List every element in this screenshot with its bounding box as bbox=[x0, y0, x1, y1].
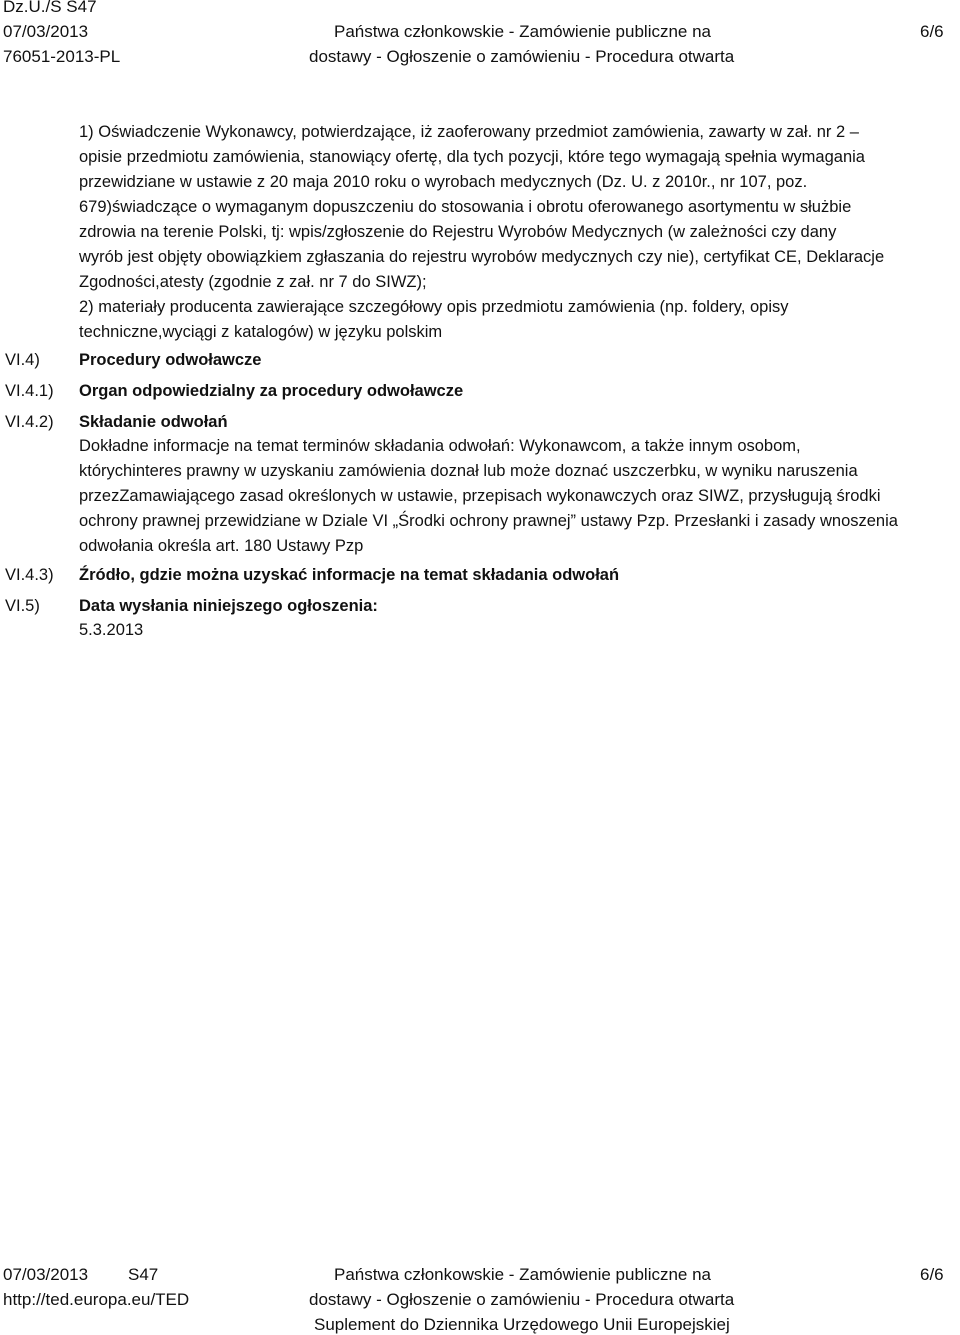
section-number-vi43: VI.4.3) bbox=[5, 566, 54, 584]
body-line: 1) Oświadczenie Wykonawcy, potwierdzające, iż zaoferowany przedmiot zamówienia, zawarty w zał. nr 2 – bbox=[79, 123, 859, 141]
section-text-line: ochrony prawnej przewidziane w Dziale VI „Środki ochrony prawnej” ustawy Pzp. Przesłanki i zasady wnoszenia bbox=[79, 512, 898, 530]
header-date: 07/03/2013 bbox=[3, 22, 89, 41]
footer-url-link[interactable]: http://ted.europa.eu/TED bbox=[3, 1290, 190, 1309]
header-title-line-1: Państwa członkowskie - Zamówienie publiczne na bbox=[334, 22, 712, 41]
footer-issue: S47 bbox=[128, 1265, 159, 1284]
body-line: Zgodności,atesty (zgodnie z zał. nr 7 do SIWZ); bbox=[79, 273, 427, 291]
section-text-line: Dokładne informacje na temat terminów składania odwołań: Wykonawcom, a także innym osobom, bbox=[79, 437, 801, 455]
footer-title-line-2: dostawy - Ogłoszenie o zamówieniu - Procedura otwarta bbox=[309, 1290, 735, 1309]
header-title-line-2: dostawy - Ogłoszenie o zamówieniu - Procedura otwarta bbox=[309, 47, 735, 66]
section-title-skladanie-odwolan: Składanie odwołań bbox=[79, 413, 228, 431]
header-page-number: 6/6 bbox=[920, 22, 944, 41]
body-line: wyrób jest objęty obowiązkiem zgłaszania do rejestru wyrobów medycznych czy nie), certyfikat CE, Deklaracje bbox=[79, 248, 885, 266]
journal-reference: Dz.U./S S47 bbox=[3, 0, 97, 16]
section-number-vi41: VI.4.1) bbox=[5, 382, 54, 400]
section-text-line: którychinteres prawny w uzyskaniu zamówienia doznał lub może doznać uszczerbku, w wyniku naruszenia bbox=[79, 462, 858, 480]
section-text-line: odwołania określa art. 180 Ustawy Pzp bbox=[79, 537, 364, 555]
body-line: opisie przedmiotu zamówienia, stanowiący ofertę, dla tych pozycji, które tego wymagają spełnia wymagania bbox=[79, 148, 865, 166]
body-line: 679)świadczące o wymaganym dopuszczeniu do stosowania i obrotu oferowanego asortymentu w służbie bbox=[79, 198, 852, 216]
section-number-vi4: VI.4) bbox=[5, 351, 40, 369]
body-line: 2) materiały producenta zawierające szczegółowy opis przedmiotu zamówienia (np. foldery, opisy bbox=[79, 298, 789, 316]
section-title-procedury-odwolawcze: Procedury odwoławcze bbox=[79, 351, 262, 369]
footer-date: 07/03/2013 bbox=[3, 1265, 89, 1284]
section-number-vi42: VI.4.2) bbox=[5, 413, 54, 431]
footer-page-number: 6/6 bbox=[920, 1265, 944, 1284]
footer-title-line-1: Państwa członkowskie - Zamówienie publiczne na bbox=[334, 1265, 712, 1284]
section-title-zrodlo-informacji: Źródło, gdzie można uzyskać informacje na temat składania odwołań bbox=[79, 566, 620, 584]
section-title-data-wyslania: Data wysłania niniejszego ogłoszenia: bbox=[79, 597, 378, 615]
body-line: przewidziane w ustawie z 20 maja 2010 roku o wyrobach medycznych (Dz. U. z 2010r., nr 107, poz. bbox=[79, 173, 808, 191]
body-line: techniczne,wyciągi z katalogów) w języku polskim bbox=[79, 323, 443, 341]
footer-title-line-3: Suplement do Dziennika Urzędowego Unii Europejskiej bbox=[314, 1315, 730, 1334]
section-number-vi5: VI.5) bbox=[5, 597, 40, 615]
dispatch-date-value: 5.3.2013 bbox=[79, 621, 144, 639]
section-title-organ-odpowiedzialny: Organ odpowiedzialny za procedury odwoławcze bbox=[79, 382, 464, 400]
body-line: zdrowia na terenie Polski, tj: wpis/zgłoszenie do Rejestru Wyrobów Medycznych (w zależności czy dany bbox=[79, 223, 837, 241]
section-text-line: przezZamawiającego zasad określonych w ustawie, przepisach wykonawczych oraz SIWZ, przysługują środki bbox=[79, 487, 881, 505]
document-id: 76051-2013-PL bbox=[3, 47, 121, 66]
